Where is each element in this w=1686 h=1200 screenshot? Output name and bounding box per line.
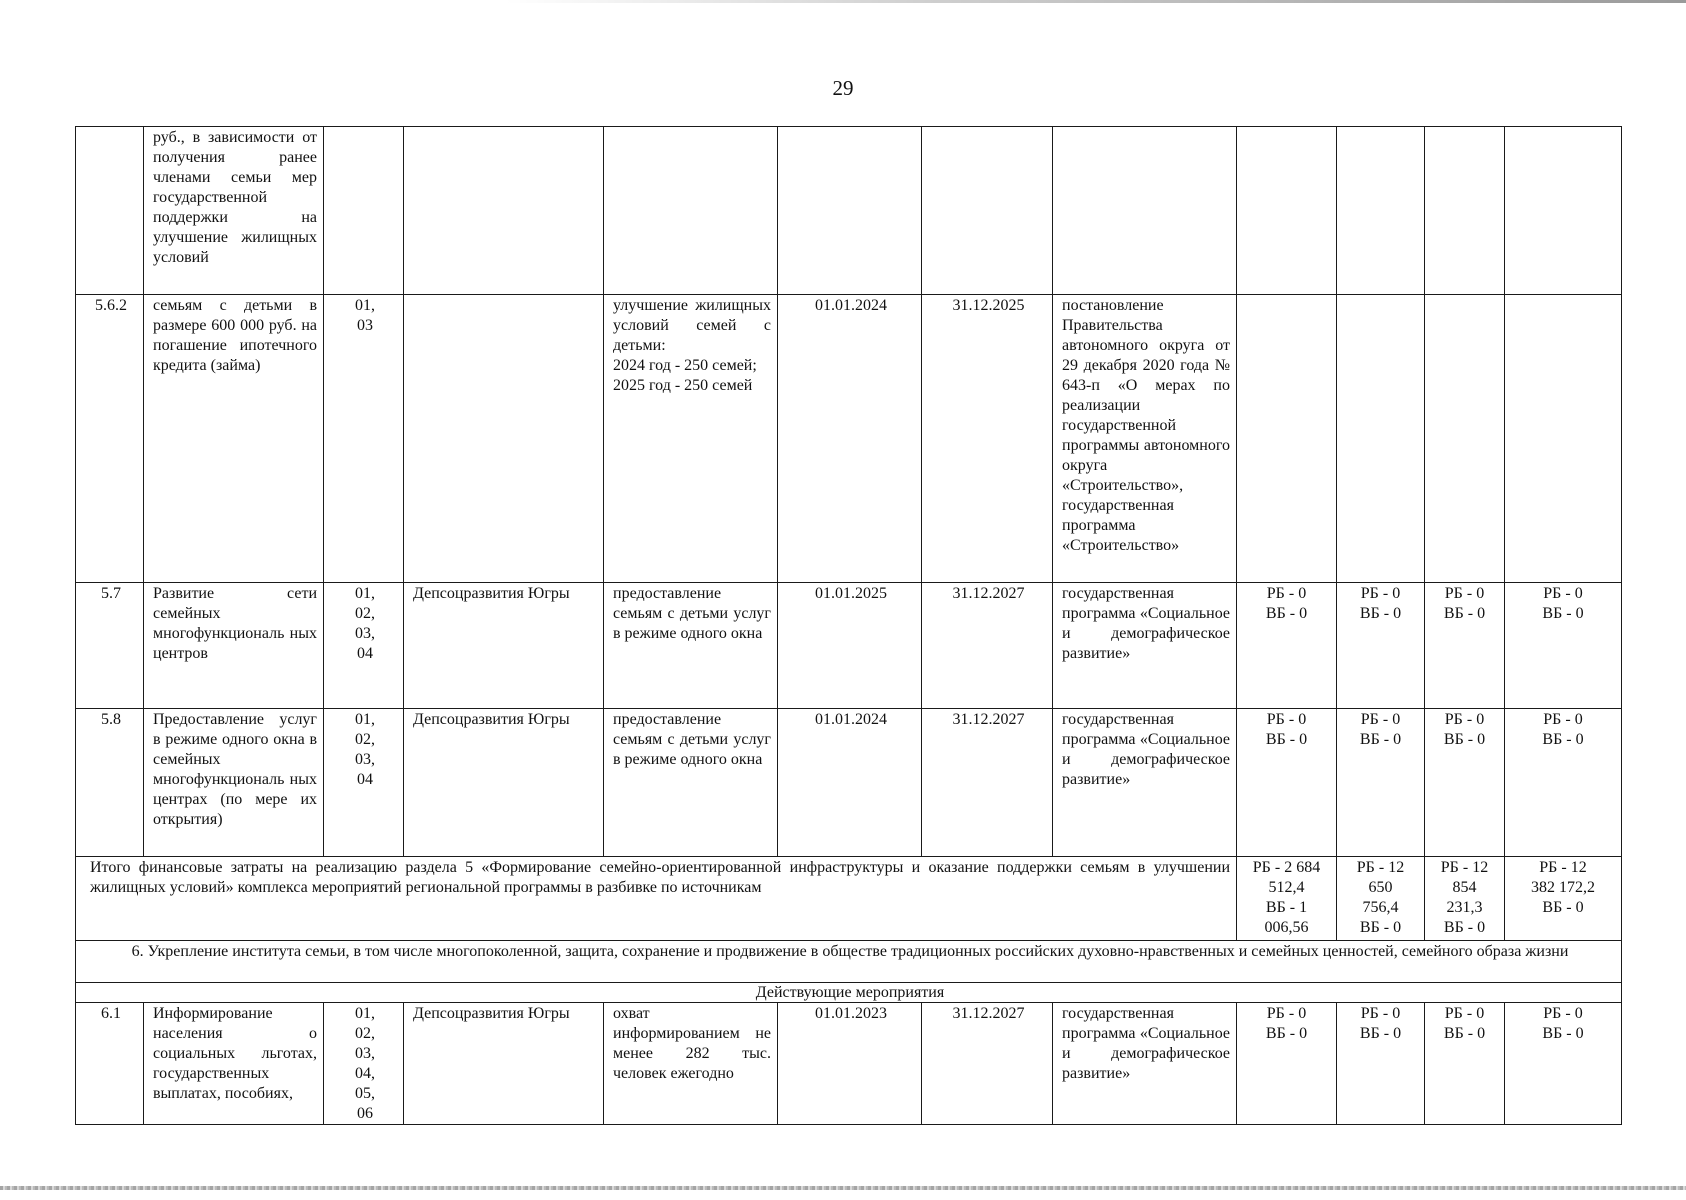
total-funding-cell: РБ - 2 684 512,4 ВБ - 1 006,56 <box>1237 857 1337 941</box>
table-row <box>76 1003 1622 1125</box>
funding-cell <box>1237 127 1337 295</box>
legal-basis: государственная программа «Социальное и демографическое развитие» <box>1053 1003 1237 1125</box>
start-date <box>778 127 922 295</box>
subsection-heading-row <box>76 983 1622 1003</box>
page-number: 29 <box>832 76 854 100</box>
section-title: 6. Укрепление института семьи, в том числе многопоколенной, защита, сохранение и продвижение в обществе традиционных российских духовно-нравственных и семейных ценностей, семейного образа жизни <box>76 941 1622 983</box>
expected-result <box>604 127 778 295</box>
expected-result: предоставление семьям с детьми услуг в режиме одного окна <box>604 583 778 709</box>
funding-cell: РБ - 0 ВБ - 0 <box>1237 709 1337 857</box>
table-row <box>76 295 1622 583</box>
total-funding-cell: РБ - 12 382 172,2 ВБ - 0 <box>1505 857 1622 941</box>
end-date: 31.12.2027 <box>922 1003 1053 1125</box>
funding-cell: РБ - 0 ВБ - 0 <box>1337 1003 1425 1125</box>
end-date: 31.12.2027 <box>922 583 1053 709</box>
end-date: 31.12.2027 <box>922 709 1053 857</box>
table-row <box>76 127 1622 295</box>
total-label: Итого финансовые затраты на реализацию раздела 5 «Формирование семейно-ориентированной инфраструктуры и оказание поддержки семьям в улучшении жилищных условий» комплекса мероприятий региональной программы в разбивке по источникам <box>76 857 1237 941</box>
measure-name: Предоставление услуг в режиме одного окна в семейных многофункциональ ных центрах (по мере их открытия) <box>144 709 324 857</box>
funding-cell <box>1337 127 1425 295</box>
row-number: 6.1 <box>76 1003 144 1125</box>
funding-cell <box>1425 127 1505 295</box>
table-row <box>76 709 1622 857</box>
executor <box>404 127 604 295</box>
funding-cell: РБ - 0 ВБ - 0 <box>1237 1003 1337 1125</box>
funding-cell: РБ - 0 ВБ - 0 <box>1505 583 1622 709</box>
section-heading-row <box>76 941 1622 983</box>
expected-result: улучшение жилищных условий семей с детьми: 2024 год - 250 семей; 2025 год - 250 семей <box>604 295 778 583</box>
task-codes: 01, 02, 03, 04 <box>324 709 404 857</box>
measure-name: семьям с детьми в размере 600 000 руб. на погашение ипотечного кредита (займа) <box>144 295 324 583</box>
row-number: 5.6.2 <box>76 295 144 583</box>
start-date: 01.01.2023 <box>778 1003 922 1125</box>
measure-name: Развитие сети семейных многофункциональ ных центров <box>144 583 324 709</box>
row-number <box>76 127 144 295</box>
task-codes: 01, 03 <box>324 295 404 583</box>
funding-cell: РБ - 0 ВБ - 0 <box>1505 709 1622 857</box>
measure-name: руб., в зависимости от получения ранее членами семьи мер государственной поддержки на улучшение жилищных условий <box>144 127 324 295</box>
funding-cell <box>1505 127 1622 295</box>
row-number: 5.8 <box>76 709 144 857</box>
start-date: 01.01.2024 <box>778 709 922 857</box>
funding-cell: РБ - 0 ВБ - 0 <box>1425 583 1505 709</box>
funding-cell: РБ - 0 ВБ - 0 <box>1337 583 1425 709</box>
row-number: 5.7 <box>76 583 144 709</box>
total-funding-cell: РБ - 12 854 231,3 ВБ - 0 <box>1425 857 1505 941</box>
task-codes <box>324 127 404 295</box>
funding-cell <box>1237 295 1337 583</box>
end-date: 31.12.2025 <box>922 295 1053 583</box>
start-date: 01.01.2025 <box>778 583 922 709</box>
funding-cell <box>1425 295 1505 583</box>
legal-basis: постановление Правительства автономного округа от 29 декабря 2020 года № 643-п «О мерах по реализации государственной программы автономного округа «Строительство», государственная программа «Строительство» <box>1053 295 1237 583</box>
total-funding-cell: РБ - 12 650 756,4 ВБ - 0 <box>1337 857 1425 941</box>
funding-cell: РБ - 0 ВБ - 0 <box>1425 709 1505 857</box>
start-date: 01.01.2024 <box>778 295 922 583</box>
funding-cell: РБ - 0 ВБ - 0 <box>1425 1003 1505 1125</box>
measure-name: Информирование населения о социальных льготах, государственных выплатах, пособиях, <box>144 1003 324 1125</box>
legal-basis <box>1053 127 1237 295</box>
task-codes: 01, 02, 03, 04 <box>324 583 404 709</box>
expected-result: предоставление семьям с детьми услуг в режиме одного окна <box>604 709 778 857</box>
executor: Депсоцразвития Югры <box>404 709 604 857</box>
funding-cell: РБ - 0 ВБ - 0 <box>1505 1003 1622 1125</box>
legal-basis: государственная программа «Социальное и демографическое развитие» <box>1053 583 1237 709</box>
scan-edge-top <box>0 0 1686 3</box>
table-row <box>76 583 1622 709</box>
expected-result: охват информированием не менее 282 тыс. человек ежегодно <box>604 1003 778 1125</box>
scan-edge-bottom <box>0 1186 1686 1190</box>
total-row <box>76 857 1622 941</box>
measures-table <box>75 126 1622 1125</box>
executor <box>404 295 604 583</box>
task-codes: 01, 02, 03, 04, 05, 06 <box>324 1003 404 1125</box>
subsection-title: Действующие мероприятия <box>76 983 1622 1003</box>
legal-basis: государственная программа «Социальное и демографическое развитие» <box>1053 709 1237 857</box>
funding-cell <box>1337 295 1425 583</box>
executor: Депсоцразвития Югры <box>404 1003 604 1125</box>
funding-cell: РБ - 0 ВБ - 0 <box>1337 709 1425 857</box>
funding-cell <box>1505 295 1622 583</box>
executor: Депсоцразвития Югры <box>404 583 604 709</box>
end-date <box>922 127 1053 295</box>
funding-cell: РБ - 0 ВБ - 0 <box>1237 583 1337 709</box>
